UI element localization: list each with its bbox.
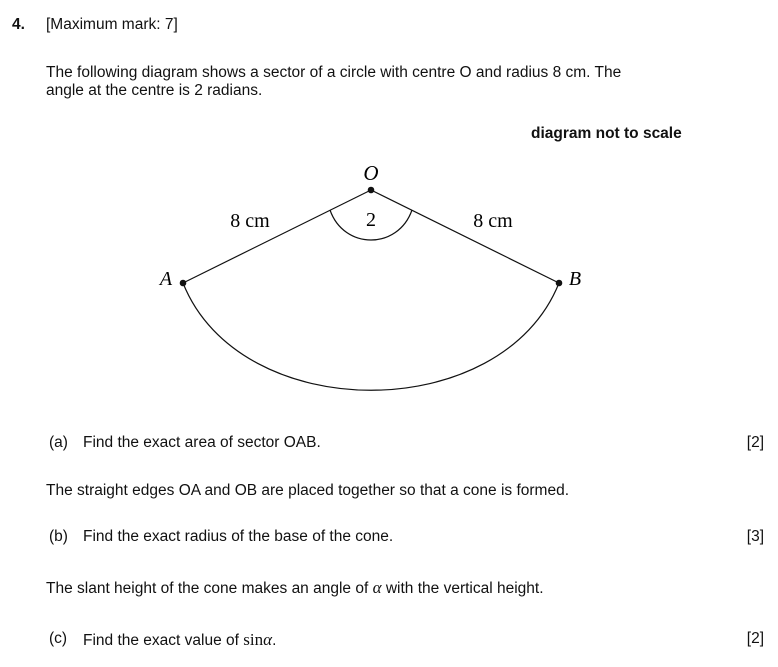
part-a-marks: [2] bbox=[746, 434, 764, 451]
question-number: 4. bbox=[12, 16, 25, 33]
alpha-symbol-c: α bbox=[263, 630, 273, 649]
label-a: A bbox=[159, 268, 173, 290]
cone-statement: The straight edges OA and OB are placed together so that a cone is formed. bbox=[46, 482, 570, 499]
part-a-text: Find the exact area of sector OAB. bbox=[83, 434, 321, 451]
angle-label: 2 bbox=[366, 209, 376, 231]
part-c-label: (c) bbox=[49, 630, 68, 647]
part-c-period: . bbox=[272, 632, 277, 649]
part-c-text bbox=[83, 630, 276, 650]
point-a bbox=[180, 280, 187, 287]
right-radius-label: 8 cm bbox=[473, 210, 513, 232]
point-o bbox=[368, 187, 375, 194]
radius-ob bbox=[371, 190, 559, 283]
label-o: O bbox=[363, 161, 379, 185]
left-radius-label: 8 cm bbox=[230, 210, 270, 232]
part-c-marks: [2] bbox=[746, 630, 764, 647]
intro-line-2: angle at the centre is 2 radians. bbox=[46, 82, 263, 99]
intro-line-1: The following diagram shows a sector of a circle with centre O and radius 8 cm. The bbox=[46, 64, 622, 81]
slant-text-after: with the vertical height. bbox=[385, 580, 544, 597]
alpha-symbol: α bbox=[372, 578, 382, 597]
part-a-label: (a) bbox=[49, 434, 68, 451]
slant-text-before: The slant height of the cone makes an angle of bbox=[46, 580, 369, 597]
radius-oa bbox=[183, 190, 371, 283]
point-b bbox=[556, 280, 563, 287]
part-c-text-before: Find the exact value of bbox=[83, 632, 239, 649]
part-b-marks: [3] bbox=[746, 528, 764, 545]
slant-statement bbox=[46, 578, 544, 598]
part-b-label: (b) bbox=[49, 528, 68, 545]
diagram-note: diagram not to scale bbox=[531, 125, 682, 142]
sin-function: sin bbox=[243, 630, 264, 649]
maximum-mark: [Maximum mark: 7] bbox=[46, 16, 178, 33]
part-b-text: Find the exact radius of the base of the cone. bbox=[83, 528, 394, 545]
sector-arc bbox=[183, 283, 559, 390]
label-b: B bbox=[568, 268, 582, 290]
